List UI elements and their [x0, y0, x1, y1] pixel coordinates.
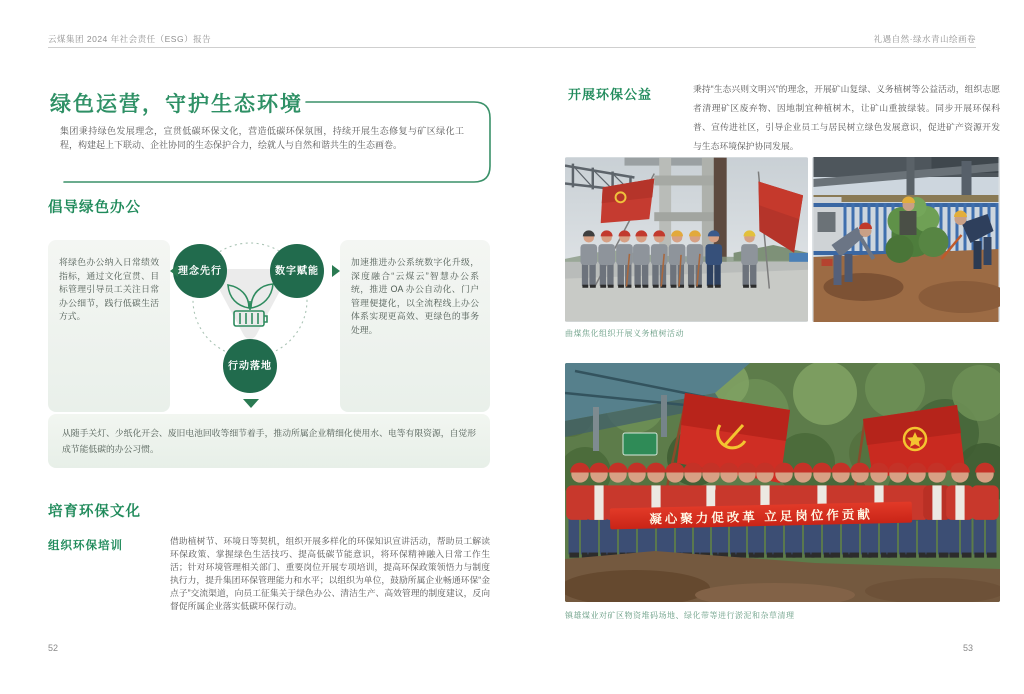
page-number-right: 53 [963, 643, 974, 653]
photo-caption-1: 曲煤焦化组织开展义务植树活动 [565, 329, 684, 338]
photo-tree-planting-ceremony [565, 157, 808, 322]
photo-caption-2: 镇雄煤业对矿区物资堆码场地、绿化带等进行淤泥和杂草清理 [565, 611, 795, 620]
subheading-training: 组织环保培训 [48, 540, 123, 552]
worker-center [900, 197, 917, 236]
window [818, 212, 836, 232]
arrow-right-icon [332, 265, 340, 277]
green-office-note: 从随手关灯、少纸化开会、废旧电池回收等细节着手，推动所属企业精细化使用水、电等有限资源，自觉形成节能低碳的办公习惯。 [48, 414, 490, 468]
header-divider [48, 47, 976, 48]
page-title: 绿色运营，守护生态环境 [50, 93, 303, 116]
intro-paragraph: 集团秉持绿色发展理念，宣贯低碳环保文化，营造低碳环保氛围，持续开展生态修复与矿区绿化工程，构建起上下联动、企社协同的生态保护合力，绘就人与自然和谐共生的生态画卷。 [60, 126, 464, 150]
section-heading-green-office: 倡导绿色办公 [48, 200, 141, 216]
arrow-down-icon [243, 399, 259, 408]
node-label-digital: 数字赋能 [275, 266, 319, 277]
page-number-left: 52 [48, 643, 59, 653]
green-road-sign-left [623, 433, 657, 455]
photo-group-banner [565, 363, 1000, 602]
banner-slogan: 凝心聚力促改革 立足岗位作贡献 [610, 502, 912, 530]
node-label-action: 行动落地 [228, 361, 272, 372]
section-heading-culture: 培育环保文化 [48, 504, 141, 520]
photo-shrub-planting [812, 157, 1000, 322]
header-right: 礼遇自然·绿水青山绘画卷 [873, 34, 976, 44]
green-office-left-card: 将绿色办公纳入日常绩效指标，通过文化宣贯、目标管理引导员工关注日常办公细节，践行低碳生活方式。 [48, 240, 170, 412]
red-bucket [822, 259, 833, 266]
section-heading-welfare: 开展环保公益 [568, 87, 653, 102]
welfare-paragraph: 秉持“生态兴则文明兴”的理念，开展矿山复绿、义务植树等公益活动，组织志愿者清理矿区废弃物、因地制宜种植树木，让矿山重披绿装。同步开展环保科普、宣传进社区，引导企业员工与居民树立绿色发展意识，促进矿产资源开发与生态环境保护协同发展。 [693, 84, 1000, 151]
node-label-concept: 理念先行 [178, 266, 222, 277]
green-office-right-card: 加速推进办公系统数字化升级，深度融合“云煤云”智慧办公系统，推进 OA 办公自动化、门户管理便捷化，以全流程线上办公体系实现更高效、更绿色的事务处理。 [340, 240, 490, 412]
green-office-cycle-diagram [170, 240, 340, 412]
training-paragraph: 借助植树节、环境日等契机，组织开展多样化的环保知识宣讲活动，帮助员工解读环保政策、掌握绿色生活技巧、提高低碳节能意识，将环保精神融入日常工作生活；针对环境管理相关部门、重要岗位开展专项培训，提高环保政策领悟力与制度执行力，提升集团环保管理能力和水平；以组织为单位，鼓励所属企业畅通环保“金点子”交流渠道，向员工征集关于绿色办公、清洁生产、高效管理的制度建议，反向督促所属企业落实低碳环保行动。 [170, 536, 490, 611]
header-left: 云煤集团 2024 年社会责任（ESG）报告 [48, 34, 212, 44]
